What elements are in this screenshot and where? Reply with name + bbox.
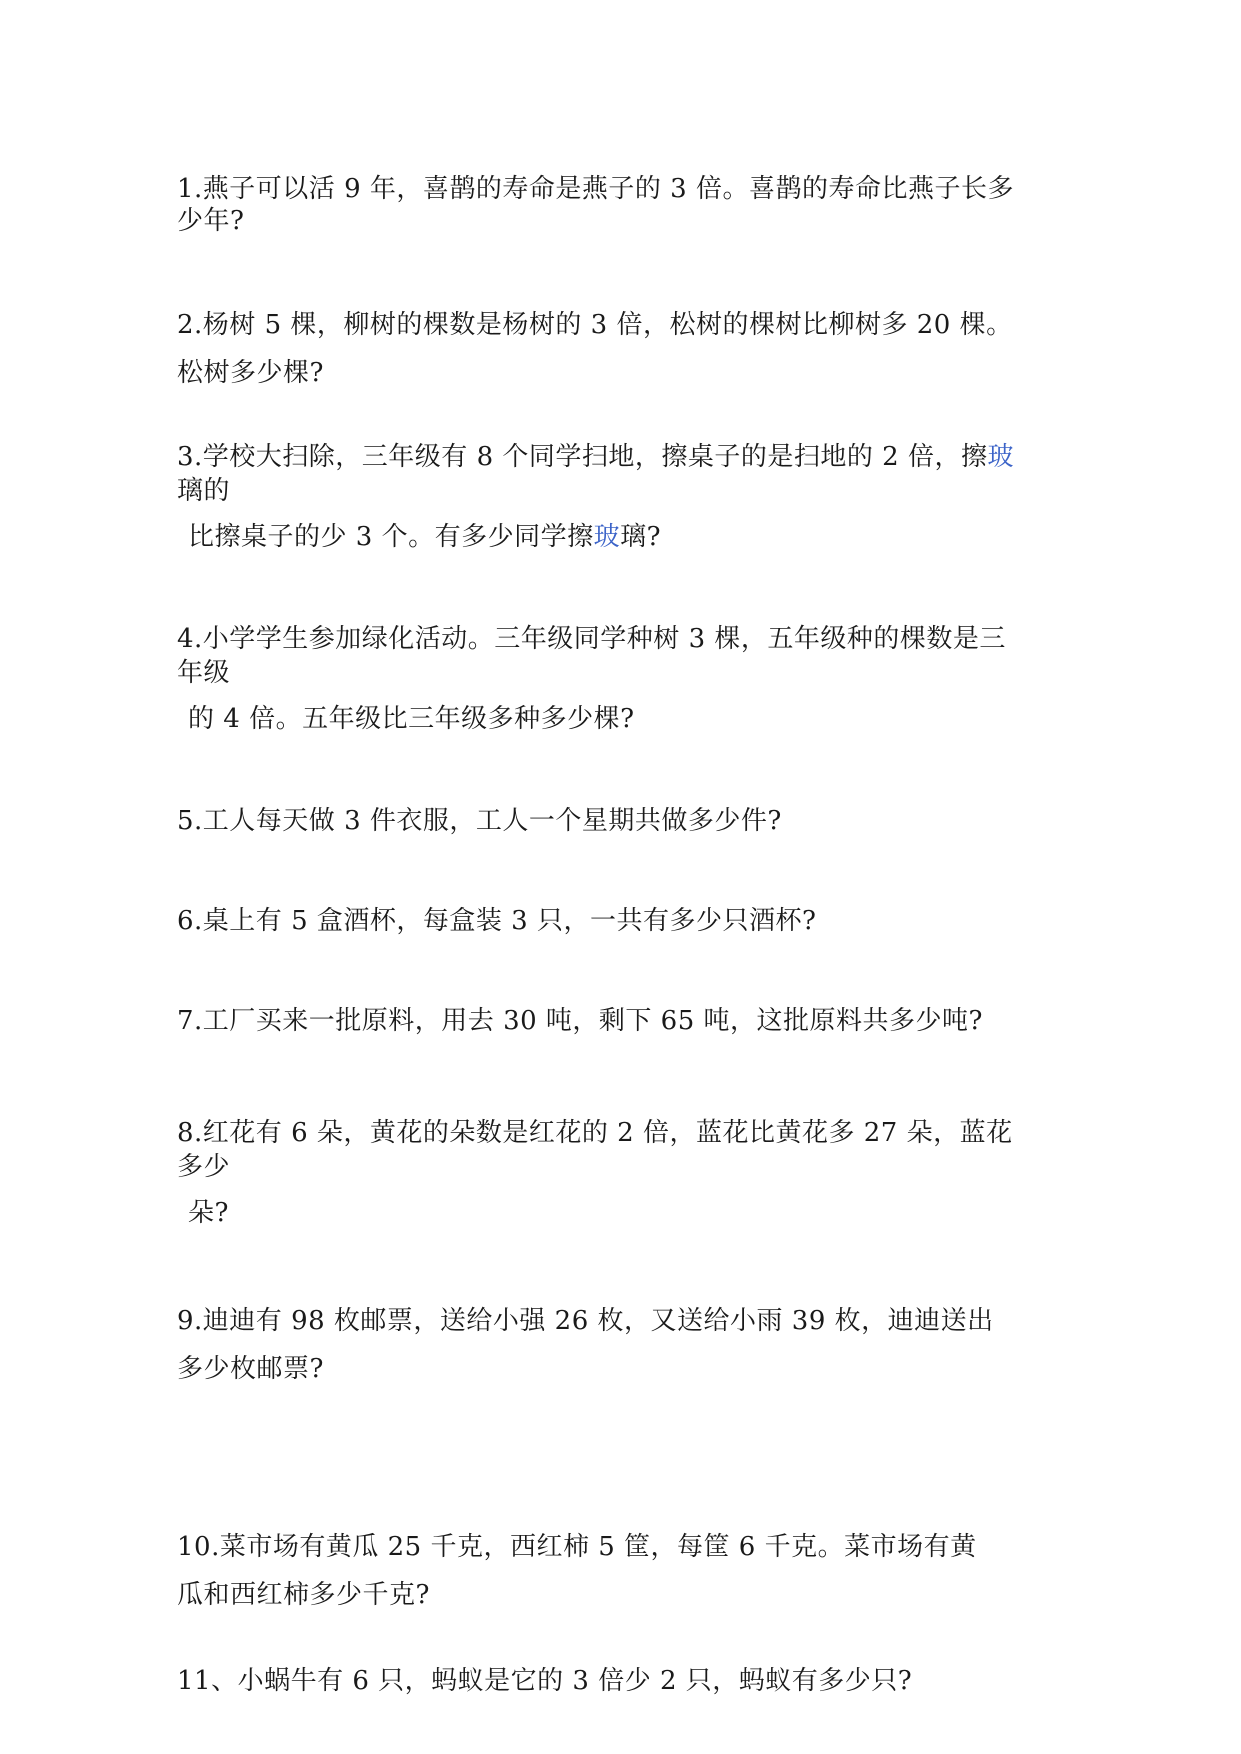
problem-3-line-1 xyxy=(177,440,1014,474)
problem-10-line-1: 10.菜市场有黄瓜 25 千克，西红柿 5 筐，每筐 6 千克。菜市场有黄 xyxy=(177,1532,977,1562)
problem-8-line-3: 朵? xyxy=(188,1198,229,1228)
problem-7-line-1: 7.工厂买来一批原料，用去 30 吨，剩下 65 吨，这批原料共多少吨? xyxy=(177,1006,983,1036)
problem-3-line-3 xyxy=(188,520,661,554)
problem-8-line-1: 8.红花有 6 朵，黄花的朵数是红花的 2 倍，蓝花比黄花多 27 朵，蓝花 xyxy=(177,1118,1013,1148)
problem-2-line-1: 2.杨树 5 棵，柳树的棵数是杨树的 3 倍，松树的棵树比柳树多 20 棵。 xyxy=(177,310,1013,340)
problem-1-line-1: 1.燕子可以活 9 年，喜鹊的寿命是燕子的 3 倍。喜鹊的寿命比燕子长多 xyxy=(177,174,1014,204)
problem-3-line-1-text: 3.学校大扫除，三年级有 8 个同学扫地，擦桌子的是扫地的 2 倍，擦 xyxy=(177,442,988,472)
problem-3-highlight-char-2: 玻 xyxy=(593,522,621,552)
problem-3-line-2: 璃的 xyxy=(177,476,231,506)
problem-4-line-2: 年级 xyxy=(177,658,231,688)
problem-3-highlight-char: 玻 xyxy=(987,442,1014,472)
problem-4-line-1: 4.小学学生参加绿化活动。三年级同学种树 3 棵，五年级种的棵数是三 xyxy=(177,624,1006,654)
problem-5-line-1: 5.工人每天做 3 件衣服，工人一个星期共做多少件? xyxy=(177,806,782,836)
problem-10-line-2: 瓜和西红柿多少千克? xyxy=(177,1580,430,1610)
problem-3-line-3-end: 璃? xyxy=(620,522,662,552)
problem-1-line-2: 少年? xyxy=(177,206,245,236)
problem-9-line-1: 9.迪迪有 98 枚邮票，送给小强 26 枚，又送给小雨 39 枚，迪迪送出 xyxy=(177,1306,994,1336)
problem-11-line-1: 11、小蜗牛有 6 只，蚂蚁是它的 3 倍少 2 只，蚂蚁有多少只? xyxy=(177,1666,913,1696)
problem-4-line-3: 的 4 倍。五年级比三年级多种多少棵? xyxy=(188,704,635,734)
problem-9-line-2: 多少枚邮票? xyxy=(177,1354,324,1384)
problem-8-line-2: 多少 xyxy=(177,1152,231,1182)
problem-3-line-3-text: 比擦桌子的少 3 个。有多少同学擦 xyxy=(188,522,594,552)
problem-6-line-1: 6.桌上有 5 盒酒杯，每盒装 3 只，一共有多少只酒杯? xyxy=(177,906,817,936)
problem-2-line-2: 松树多少棵? xyxy=(177,358,324,388)
